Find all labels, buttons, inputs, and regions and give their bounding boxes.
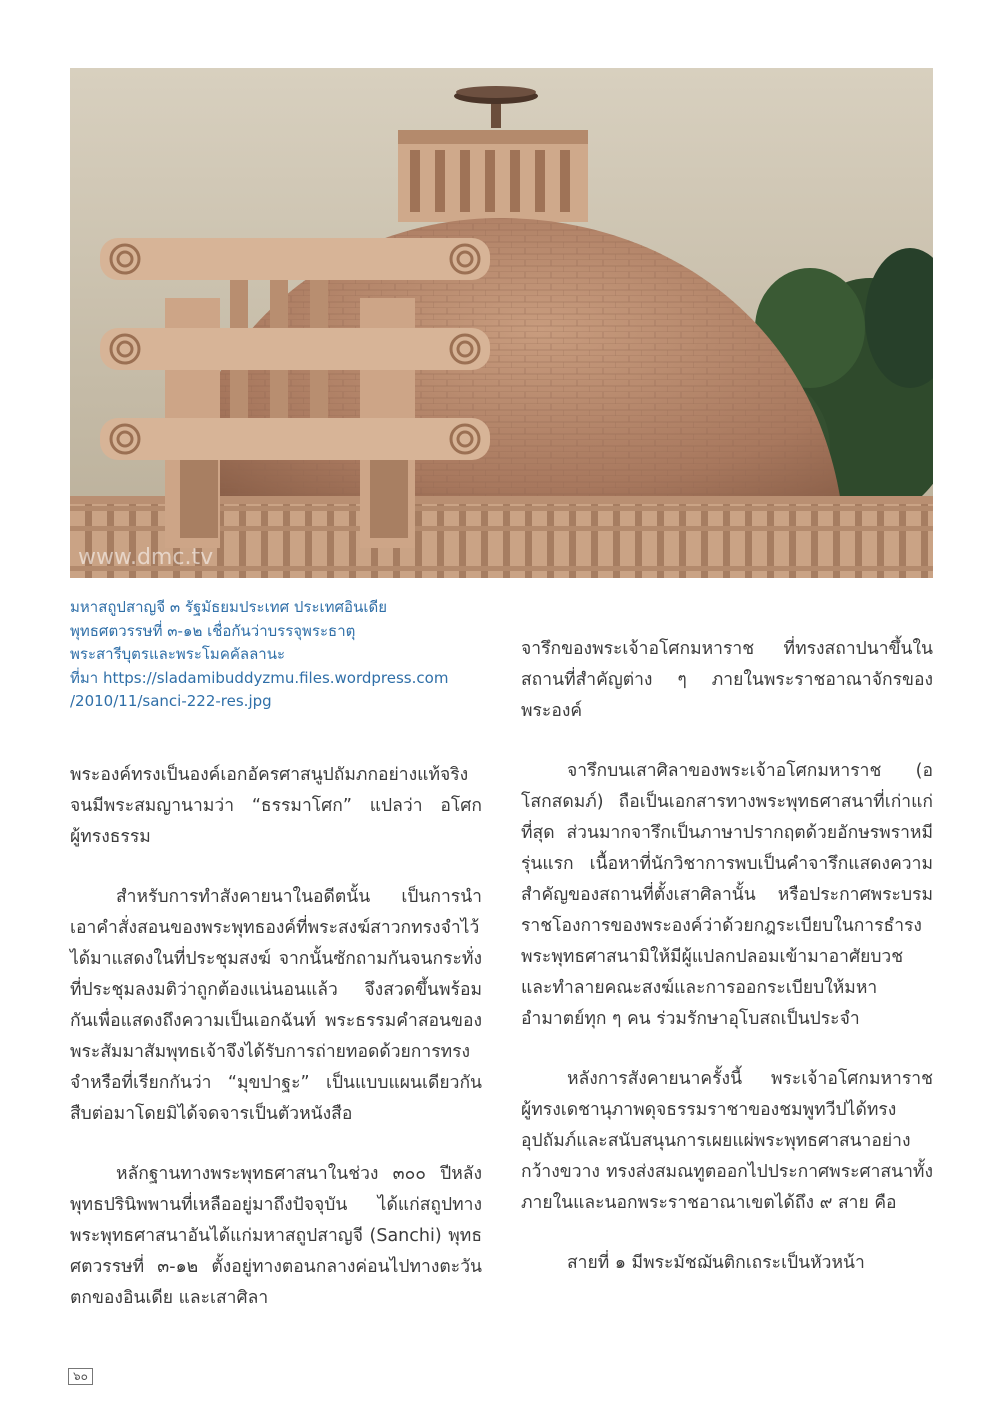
paragraph: สำหรับการทำสังคายนาในอดีตนั้น เป็นการนำเอาคำสั่งสอนของพระพุทธองค์ที่พระสงฆ์สาวกทรงจำไว้ได้มาแสดงในที่ประชุมสงฆ์ จากนั้นซักถามกันจนกระทั่งที่ประชุมลงมติว่าถูกต้องแน่นอนแล้ว จึงสวดขึ้นพร้อมกันเพื่อแสดงถึงความเป็นเอกฉันท์ พระธรรมคำสอนของพระสัมมาสัมพุทธเจ้าจึงได้รับการถ่ายทอดด้วยการทรงจำหรือที่เรียกกันว่า “มุขปาฐะ” เป็นแบบแผนเดียวกันสืบต่อมาโดยมิได้จดจารเป็นตัวหนังสือ: [70, 887, 482, 1124]
paragraph: จารึกของพระเจ้าอโศกมหาราช ที่ทรงสถาปนาขึ้นในสถานที่สำคัญต่าง ๆ ภายในพระราชอาณาจักรของพระองค์: [521, 639, 933, 721]
paragraph: จารึกบนเสาศิลาของพระเจ้าอโศกมหาราช (อโสกสดมภ์) ถือเป็นเอกสารทางพระพุทธศาสนาที่เก่าแก่ที่สุด ส่วนมากจารึกเป็นภาษาปรากฤตด้วยอักษรพราหมีรุ่นแรก เนื้อหาที่นักวิชาการพบเป็นคำจารึกแสดงความสำคัญของสถานที่ตั้งเสาศิลานั้น หรือประกาศพระบรมราชโองการของพระองค์ว่าด้วยกฎระเบียบในการธำรงพระพุทธศาสนามิให้มีผู้แปลกปลอมเข้ามาอาศัยบวชและทำลายคณะสงฆ์และการออกระเบียบให้มหาอำมาตย์ทุก ๆ คน ร่วมรักษาอุโบสถเป็นประจำ: [521, 761, 933, 1029]
paragraph: สายที่ ๑ มีพระมัชฌันติกเถระเป็นหัวหน้า: [567, 1253, 865, 1273]
caption-line: พุทธศตวรรษที่ ๓-๑๒ เชื่อกันว่าบรรจุพระธาตุ: [70, 621, 356, 640]
photo-caption: [70, 596, 480, 714]
left-column: [70, 760, 482, 1314]
caption-line: มหาสถูปสาญจี ๓ รัฐมัธยมประเทศ ประเทศอินเดีย: [70, 598, 387, 616]
paragraph: พระองค์ทรงเป็นองค์เอกอัครศาสนูปถัมภกอย่างแท้จริงจนมีพระสมญานามว่า “ธรรมาโศก” แปลว่า อโศกผู้ทรงธรรม: [70, 765, 482, 847]
watermark-text: www.dmc.tv: [78, 545, 214, 570]
paragraph: หลังการสังคายนาครั้งนี้ พระเจ้าอโศกมหาราชผู้ทรงเดชานุภาพดุจธรรมราชาของชมพูทวีปได้ทรงอุปถัมภ์และสนับสนุนการเผยแผ่พระพุทธศาสนาอย่างกว้างขวาง ทรงส่งสมณทูตออกไปประกาศพระศาสนาทั้งภายในและนอกพระราชอาณาเขตได้ถึง ๙ สาย คือ: [521, 1069, 933, 1213]
caption-line: พระสารีบุตรและพระโมคคัลลานะ: [70, 645, 286, 663]
sanchi-stupa-illustration: [70, 68, 933, 578]
page-number: ๖๐: [68, 1368, 93, 1385]
stupa-photo: [70, 68, 933, 578]
caption-source-line: /2010/11/sanci-222-res.jpg: [70, 692, 272, 710]
harmika: [398, 130, 588, 222]
caption-source-line: ที่มา https://sladamibuddyzmu.files.wordpress.com: [70, 668, 449, 687]
paragraph: หลักฐานทางพระพุทธศาสนาในช่วง ๓๐๐ ปีหลังพุทธปรินิพพานที่เหลืออยู่มาถึงปัจจุบัน ได้แก่สถูปทางพระพุทธศาสนาอันได้แก่มหาสถูปสาญจี (Sanchi) พุทธศตวรรษที่ ๓-๑๒ ตั้งอยู่ทางตอนกลางค่อนไปทางตะวันตกของอินเดีย และเสาศิลา: [70, 1164, 482, 1308]
right-column: [521, 634, 933, 1279]
